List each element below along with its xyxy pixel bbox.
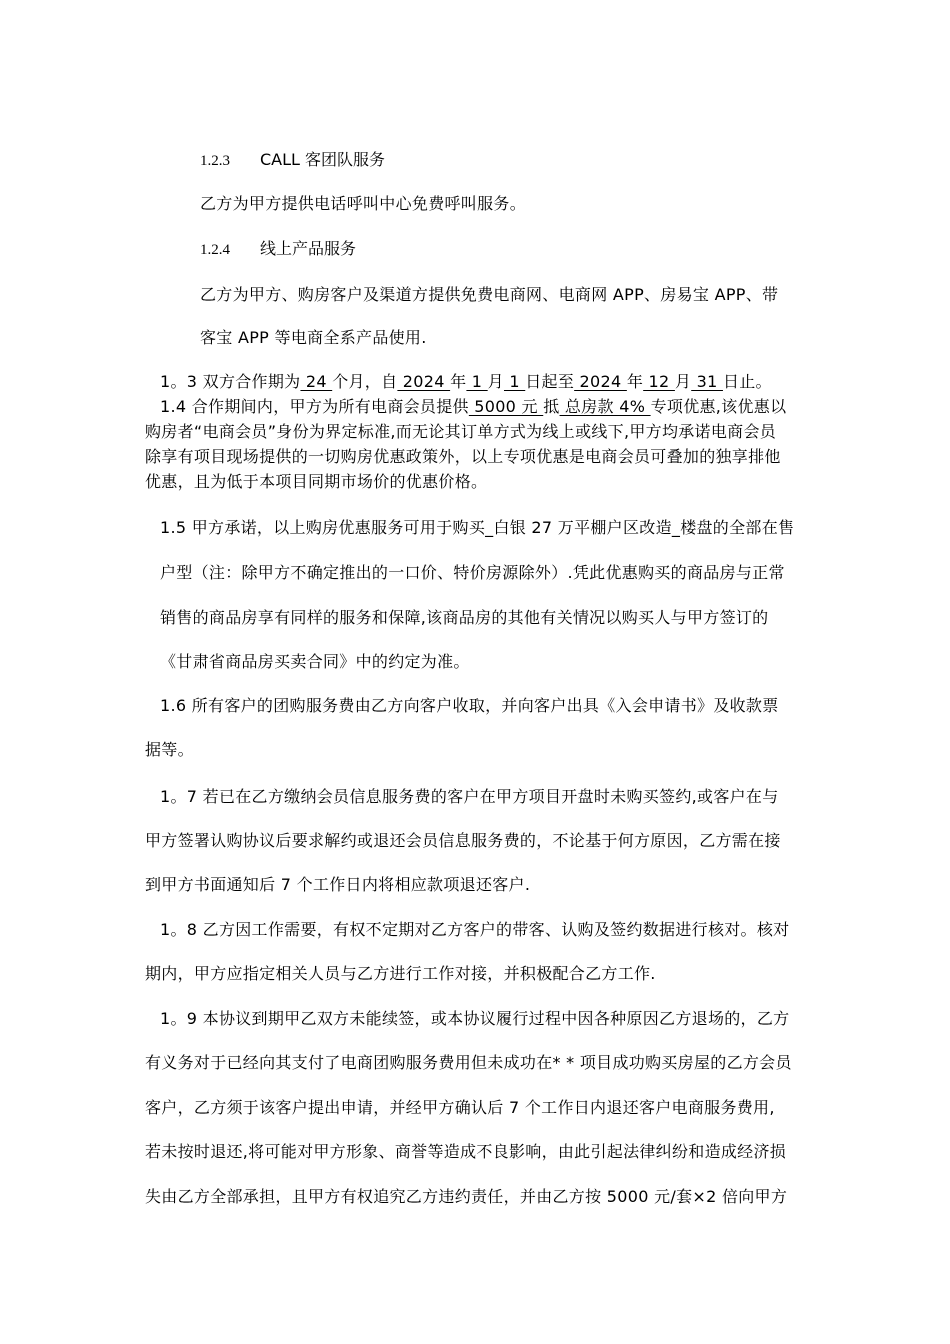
end-year: 2024: [574, 372, 627, 391]
clause-text: 1.4 合作期间内，甲方为所有电商会员提供: [160, 397, 469, 416]
term-months: 24: [300, 372, 333, 391]
clause-1-9-line: 若未按时退还,将可能对甲方形象、商誉等造成不良影响，由此引起法律纠纷和造成经济损: [145, 1142, 787, 1161]
clause-1-6-line: 据等。: [145, 740, 194, 759]
clause-1-7-line: 到甲方书面通知后 7 个工作日内将相应款项退还客户.: [145, 875, 531, 894]
start-year: 2024: [397, 372, 451, 391]
clause-1-8-line: 1。8 乙方因工作需要，有权不定期对乙方客户的带客、认购及签约数据进行核对。核对: [160, 920, 790, 939]
clause-text: 年: [626, 372, 644, 391]
section-1-2-3-heading: [200, 150, 385, 171]
clause-1-4-line: 除享有项目现场提供的一切购房优惠政策外，以上专项优惠是电商会员可叠加的独享排他: [145, 447, 781, 466]
clause-text: 1。3 双方合作期为: [160, 372, 301, 391]
clause-1-6-line: 1.6 所有客户的团购服务费由乙方向客户收取，并向客户出具《入会申请书》及收款票: [160, 696, 779, 715]
section-title: CALL 客团队服务: [260, 150, 386, 169]
clause-1-9-line: 失由乙方全部承担，且甲方有权追究乙方违约责任，并由乙方按 5000 元/套×2 倍向甲方: [145, 1187, 788, 1206]
clause-1-9-line: 客户，乙方须于该客户提出申请，并经甲方确认后 7 个工作日内退还客户电商服务费用,: [145, 1098, 775, 1117]
clause-text: 专项优惠,该优惠以: [650, 397, 787, 416]
clause-1-4-line: 购房者“电商会员”身份为界定标准,而无论其订单方式为线上或线下,甲方均承诺电商会员: [145, 422, 777, 441]
section-1-2-4-heading: [200, 239, 356, 260]
clause-text: 月: [674, 372, 692, 391]
section-number: 1.2.4: [200, 242, 230, 258]
clause-text: 月: [487, 372, 504, 391]
end-month: 12: [643, 372, 675, 391]
clause-1-9-line: 1。9 本协议到期甲乙双方未能续签，或本协议履行过程中因各种原因乙方退场的，乙方: [160, 1009, 790, 1028]
clause-text: 日止。: [722, 372, 772, 391]
clause-1-5-line: 销售的商品房享有同样的服务和保障,该商品房的其他有关情况以购买人与甲方签订的: [160, 608, 769, 627]
start-month: 1: [466, 372, 488, 391]
clause-1-3: [160, 372, 772, 392]
clause-text: 个月，自: [332, 372, 398, 391]
clause-1-4-line: 优惠，且为低于本项目同期市场价的优惠价格。: [145, 472, 488, 491]
clause-1-7-line: 1。7 若已在乙方缴纳会员信息服务费的客户在甲方项目开盘时未购买签约,或客户在与: [160, 787, 779, 806]
clause-text: 1.5 甲方承诺，以上购房优惠服务可用于购买: [160, 518, 486, 537]
clause-1-9-line: 有义务对于已经向其支付了电商团购服务费用但未成功在* * 项目成功购买房屋的乙方会员: [145, 1053, 792, 1072]
project-name: _白银 27 万平棚户区改造_: [485, 518, 681, 537]
section-1-2-4-body-line: 乙方为甲方、购房客户及渠道方提供免费电商网、电商网 APP、房易宝 APP、带: [200, 285, 779, 304]
clause-text: 年: [450, 372, 467, 391]
clause-1-5-line: 《甘肃省商品房买卖合同》中的约定为准。: [160, 652, 470, 671]
clause-1-5-line: 户型（注：除甲方不确定推出的一口价、特价房源除外）.凭此优惠购买的商品房与正常: [160, 563, 785, 582]
offer-discount: 总房款 4%: [559, 397, 651, 416]
offer-amount: 5000 元: [468, 397, 544, 416]
end-day: 31: [691, 372, 723, 391]
clause-1-5-line: [160, 518, 794, 538]
clause-1-4-line: [160, 397, 786, 417]
section-title: 线上产品服务: [260, 239, 357, 258]
clause-text: 日起至: [525, 372, 575, 391]
clause-1-7-line: 甲方签署认购协议后要求解约或退还会员信息服务费的，不论基于何方原因，乙方需在接: [145, 831, 781, 850]
section-1-2-3-body: 乙方为甲方提供电话呼叫中心免费呼叫服务。: [200, 194, 527, 213]
section-number: 1.2.3: [200, 153, 230, 169]
clause-text: 楼盘的全部在售: [680, 518, 795, 537]
section-1-2-4-body-line: 客宝 APP 等电商全系产品使用.: [200, 328, 427, 347]
clause-text: 抵: [543, 397, 560, 416]
start-day: 1: [503, 372, 526, 391]
clause-1-8-line: 期内，甲方应指定相关人员与乙方进行工作对接，并积极配合乙方工作.: [145, 964, 656, 983]
